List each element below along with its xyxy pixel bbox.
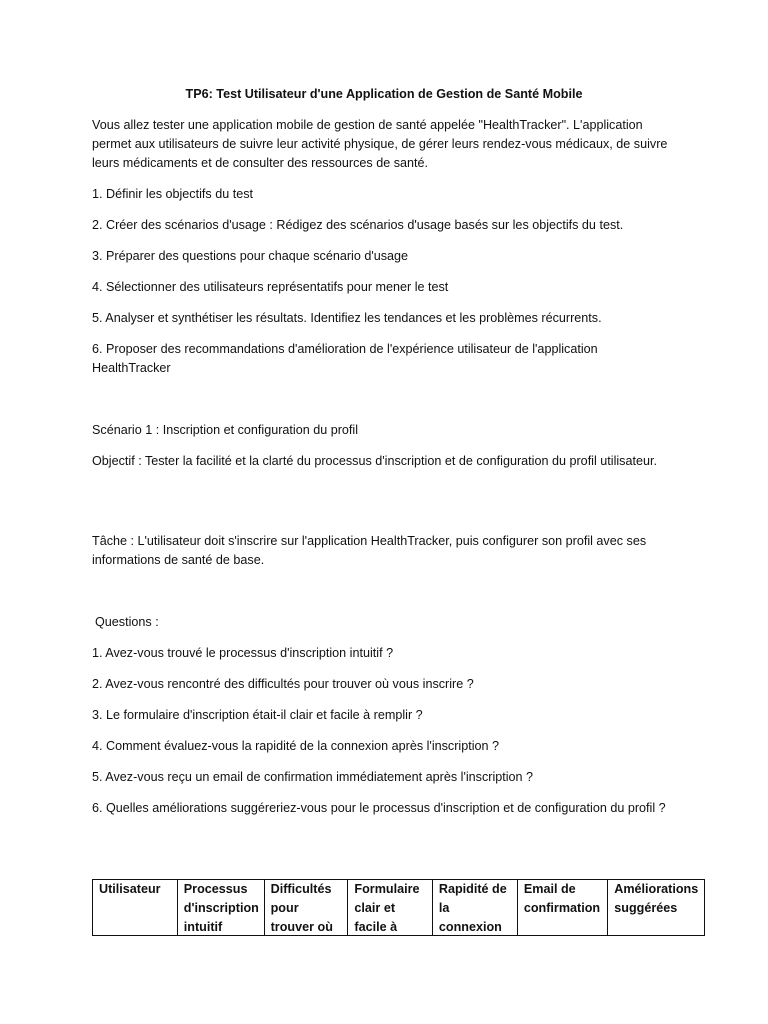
scenario-title: Scénario 1 : Inscription et configuration du profil [92, 423, 359, 437]
table-header-row [93, 880, 705, 936]
table-header-cell: Rapidité de la connexion [432, 880, 517, 936]
step-item: 2. Créer des scénarios d'usage : Rédigez des scénarios d'usage basés sur les objectifs du test. [92, 218, 624, 232]
intro-paragraph: Vous allez tester une application mobile de gestion de santé appelée "HealthTracker". L'application permet aux utilisateurs de suivre leur activité physique, de gérer leurs rendez-vous médicaux, de suivre leurs médicaments et de consulter des ressources de santé. [92, 118, 668, 170]
table-header-cell: Processus d'inscription intuitif [177, 880, 264, 936]
document-title: TP6: Test Utilisateur d'une Application de Gestion de Santé Mobile [185, 87, 583, 101]
table-header-cell: Améliorations suggérées [608, 880, 705, 936]
table-header-cell: Formulaire clair et facile à [348, 880, 432, 936]
question-item: 5. Avez-vous reçu un email de confirmation immédiatement après l'inscription ? [92, 770, 534, 784]
scenario-objective: Objectif : Tester la facilité et la clarté du processus d'inscription et de configuration du profil utilisateur. [92, 454, 657, 468]
results-table [92, 879, 705, 936]
table-header-cell: Utilisateur [93, 880, 178, 936]
question-item: 3. Le formulaire d'inscription était-il clair et facile à remplir ? [92, 708, 423, 722]
questions-heading: Questions : [95, 615, 159, 629]
step-item: 5. Analyser et synthétiser les résultats. Identifiez les tendances et les problèmes récurrents. [92, 311, 602, 325]
step-item: 4. Sélectionner des utilisateurs représentatifs pour mener le test [92, 280, 449, 294]
step-item: 3. Préparer des questions pour chaque scénario d'usage [92, 249, 409, 263]
question-item: 4. Comment évaluez-vous la rapidité de la connexion après l'inscription ? [92, 739, 500, 753]
question-item: 2. Avez-vous rencontré des difficultés pour trouver où vous inscrire ? [92, 677, 474, 691]
step-item: 1. Définir les objectifs du test [92, 187, 253, 201]
question-item: 6. Quelles améliorations suggéreriez-vous pour le processus d'inscription et de configuration du profil ? [92, 801, 666, 815]
table-header-cell: Email de confirmation [517, 880, 607, 936]
question-item: 1. Avez-vous trouvé le processus d'inscription intuitif ? [92, 646, 394, 660]
table-header-cell: Difficultés pour trouver où [264, 880, 348, 936]
step-item: 6. Proposer des recommandations d'amélioration de l'expérience utilisateur de l'application HealthTracker [92, 342, 598, 375]
scenario-task: Tâche : L'utilisateur doit s'inscrire sur l'application HealthTracker, puis configurer son profil avec ses informations de santé de base. [92, 534, 647, 567]
